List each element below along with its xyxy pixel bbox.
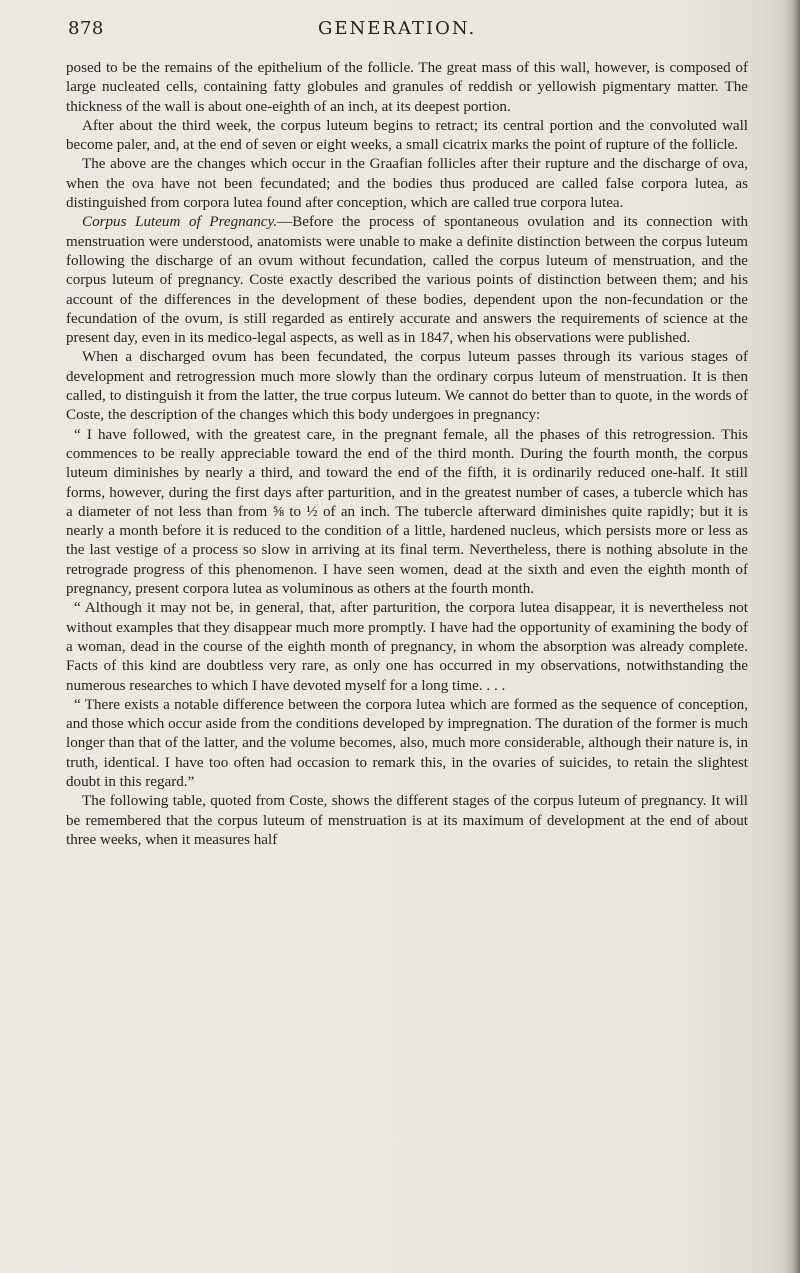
page-header — [68, 18, 748, 48]
quote-paragraph: “ There exists a notable difference between the corpora lutea which are formed as the sequence of conception, and those which occur aside from the conditions developed by impregnation. The duration of the former is much longer than that of the latter, and the volume becomes, also, much more considerable, although their nature is, in truth, identical. I have too often had occasion to remark this, in the ovaries of suicides, to retain the slightest doubt in this regard.” — [66, 696, 748, 790]
paragraph-text: Before the process of spontaneous ovulation and its connection with menstruation were understood, anatomists were unable to make a definite distinction between the corpus luteum following the discharge of an ovum without fecundation, called the corpus luteum of menstruation, and the corpus luteum of pregnancy. Coste exactly described the various points of distinction between them; and his account of the differences in the development of these bodies, dependent upon the non-fecundation or the fecundation of the ovum, is still regarded as entirely accurate and answers the requirements of science at the present day, even in its medico-legal aspects, as well as in 1847, when his observations were published. — [66, 214, 748, 347]
page-number: 878 — [68, 18, 104, 39]
running-head: GENERATION. — [318, 18, 477, 39]
paragraph-corpus-luteum — [66, 213, 748, 348]
body-text — [66, 59, 748, 850]
quote-paragraph: “ Although it may not be, in general, that, after parturition, the corpora lutea disappear, it is nevertheless not without examples that they disappear much more promptly. I have had the opportunity of examining the body of a woman, dead in the course of the eighth month of pregnancy, in whom the absorption was already complete. Facts of this kind are doubtless very rare, as only one has occurred in my observations, notwithstanding the numerous researches to which I have devoted myself for a long time. . . . — [66, 600, 748, 694]
paragraph: The following table, quoted from Coste, shows the different stages of the corpus luteum of pregnancy. It will be remembered that the corpus luteum of menstruation is at its maximum of development at the end of about three weeks, when it measures half — [66, 793, 748, 848]
page-edge-shadow — [784, 0, 800, 1273]
paragraph: After about the third week, the corpus luteum begins to retract; its central portion and the convoluted wall become paler, and, at the end of seven or eight weeks, a small cicatrix marks the point of rupture of the follicle. — [66, 117, 748, 154]
heading-dash: — — [277, 214, 293, 231]
paragraph: posed to be the remains of the epithelium of the follicle. The great mass of this wall, however, is composed of large nucleated cells, containing fatty globules and granules of reddish or yellowish pigmentary matter. The thickness of the wall is about one-eighth of an inch, at its deepest portion. — [66, 60, 748, 115]
paragraph: The above are the changes which occur in the Graafian follicles after their rupture and the discharge of ova, when the ova have not been fecundated; and the bodies thus produced are called false corpora lutea, as distinguished from corpora lutea found after conception, which are called true corpora lutea. — [66, 156, 748, 212]
quote-paragraph: “ I have followed, with the greatest care, in the pregnant female, all the phases of this retrogression. This commences to be really appreciable toward the end of the third month. During the fourth month, the corpus luteum diminishes by nearly a third, and toward the end of the fifth, it is ordinarily reduced one-half. It still forms, however, during the first days after parturition, and in the greatest number of cases, a tubercle which has a diameter of not less than from ⅝ to ½ of an inch. The tubercle afterward diminishes quite rapidly; but it is nearly a month before it is reduced to the condition of a little, hardened nucleus, which persists more or less as the last vestige of a process so slow in arriving at its final term. Nevertheless, there is nothing absolute in the retrograde progress of this phenomenon. I have seen women, dead at the sixth and even the eighth month of pregnancy, present corpora lutea as voluminous as others at the fourth month. — [66, 426, 748, 598]
section-heading: Corpus Luteum of Pregnancy. — [82, 214, 278, 231]
paragraph: When a discharged ovum has been fecundated, the corpus luteum passes through its various stages of development and retrogression much more slowly than the ordinary corpus luteum of menstruation. It is then called, to distinguish it from the latter, the true corpus luteum. We cannot do better than to quote, in the words of Coste, the description of the changes which this body undergoes in pregnancy: — [66, 349, 748, 424]
